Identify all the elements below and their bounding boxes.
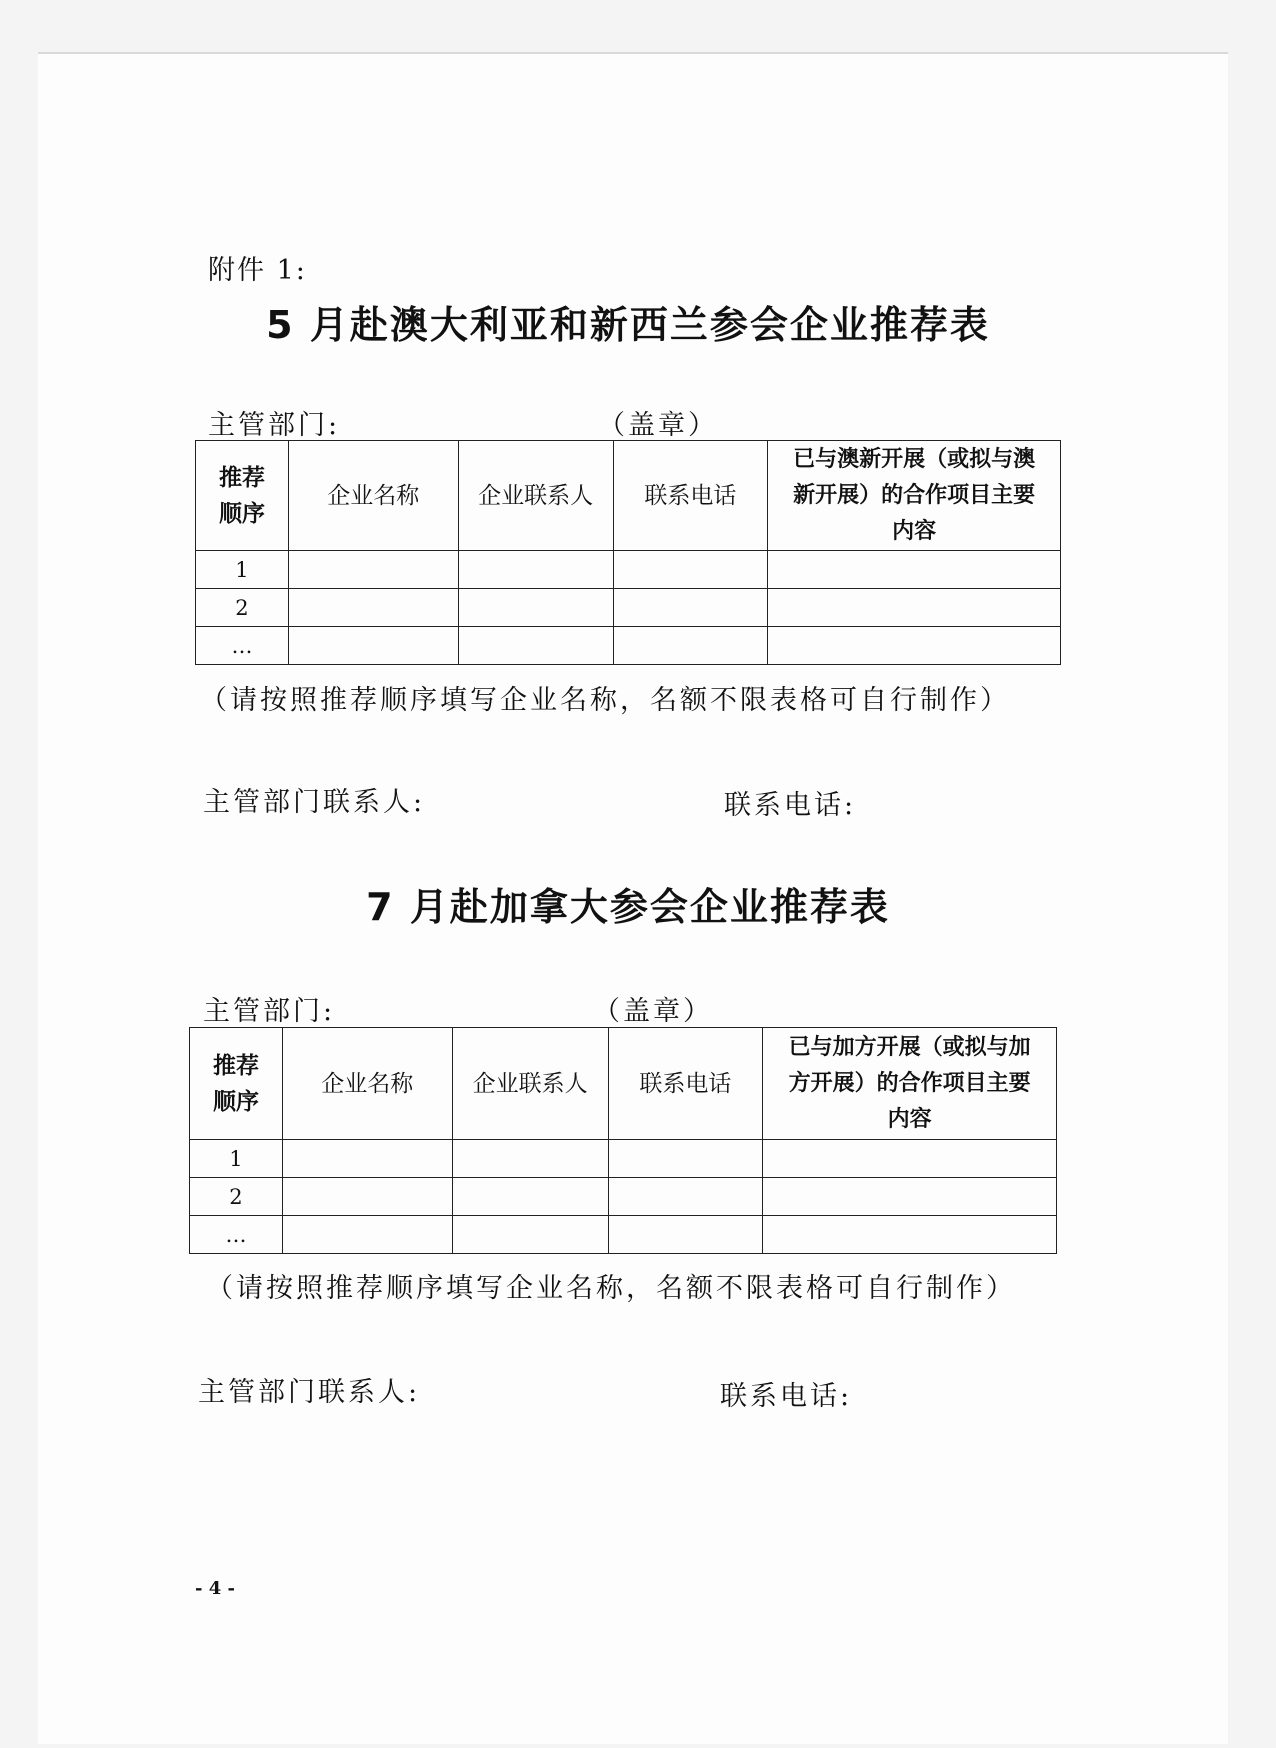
- cell-company-name[interactable]: [282, 1216, 452, 1254]
- table-row: [190, 1178, 1057, 1216]
- section-1-table: [195, 440, 1061, 665]
- section-2-note: （请按照推荐顺序填写企业名称，名额不限表格可自行制作）: [206, 1273, 1016, 1304]
- row-number: 1: [190, 1140, 283, 1178]
- row-number: …: [190, 1216, 283, 1254]
- section-1-title: 5 月赴澳大利亚和新西兰参会企业推荐表: [266, 303, 990, 347]
- header-phone: 联系电话: [608, 1028, 763, 1140]
- cell-project[interactable]: [763, 1140, 1057, 1178]
- section-1-seal: （盖章）: [598, 410, 718, 441]
- section-2-dept-label: 主管部门:: [203, 996, 336, 1027]
- cell-phone[interactable]: [613, 589, 768, 627]
- header-phone: 联系电话: [613, 441, 768, 551]
- cell-company-contact[interactable]: [458, 627, 613, 665]
- table-header-row: [196, 441, 1061, 551]
- cell-company-name[interactable]: [288, 589, 458, 627]
- cell-company-name[interactable]: [282, 1178, 452, 1216]
- cell-project[interactable]: [763, 1216, 1057, 1254]
- row-number: 2: [196, 589, 289, 627]
- table-row: [196, 589, 1061, 627]
- table-row: [190, 1216, 1057, 1254]
- header-company-name: 企业名称: [282, 1028, 452, 1140]
- table-row: [190, 1140, 1057, 1178]
- page-number: - 4 -: [195, 1578, 235, 1599]
- table-header-row: [190, 1028, 1057, 1140]
- cell-phone[interactable]: [608, 1216, 763, 1254]
- header-company-contact: 企业联系人: [452, 1028, 608, 1140]
- cell-company-contact[interactable]: [452, 1178, 608, 1216]
- section-2-title: 7 月赴加拿大参会企业推荐表: [366, 885, 890, 929]
- section-2-contact-label: 主管部门联系人:: [198, 1377, 421, 1408]
- section-1-dept-label: 主管部门:: [208, 410, 341, 441]
- cell-company-contact[interactable]: [458, 589, 613, 627]
- cell-project[interactable]: [763, 1178, 1057, 1216]
- section-2-table: [189, 1027, 1057, 1254]
- section-1-phone-label: 联系电话:: [724, 790, 857, 821]
- section-2-phone-label: 联系电话:: [720, 1381, 853, 1412]
- cell-phone[interactable]: [613, 551, 768, 589]
- section-2-seal: （盖章）: [593, 996, 713, 1027]
- table-row: [196, 627, 1061, 665]
- section-1-note: （请按照推荐顺序填写企业名称，名额不限表格可自行制作）: [200, 685, 1010, 716]
- header-cooperation-project: 已与澳新开展（或拟与澳 新开展）的合作项目主要 内容: [768, 441, 1061, 551]
- cell-phone[interactable]: [608, 1178, 763, 1216]
- header-company-name: 企业名称: [288, 441, 458, 551]
- cell-company-name[interactable]: [282, 1140, 452, 1178]
- row-number: 2: [190, 1178, 283, 1216]
- header-company-contact: 企业联系人: [458, 441, 613, 551]
- header-order: 推荐 顺序: [196, 441, 289, 551]
- row-number: 1: [196, 551, 289, 589]
- header-order: 推荐 顺序: [190, 1028, 283, 1140]
- cell-company-contact[interactable]: [452, 1140, 608, 1178]
- row-number: …: [196, 627, 289, 665]
- cell-company-contact[interactable]: [458, 551, 613, 589]
- cell-project[interactable]: [768, 627, 1061, 665]
- attachment-label: 附件 1:: [208, 255, 307, 286]
- cell-company-name[interactable]: [288, 551, 458, 589]
- header-cooperation-project: 已与加方开展（或拟与加 方开展）的合作项目主要 内容: [763, 1028, 1057, 1140]
- cell-project[interactable]: [768, 551, 1061, 589]
- table-row: [196, 551, 1061, 589]
- section-1-contact-label: 主管部门联系人:: [203, 787, 426, 818]
- cell-company-name[interactable]: [288, 627, 458, 665]
- cell-company-contact[interactable]: [452, 1216, 608, 1254]
- cell-phone[interactable]: [608, 1140, 763, 1178]
- cell-phone[interactable]: [613, 627, 768, 665]
- cell-project[interactable]: [768, 589, 1061, 627]
